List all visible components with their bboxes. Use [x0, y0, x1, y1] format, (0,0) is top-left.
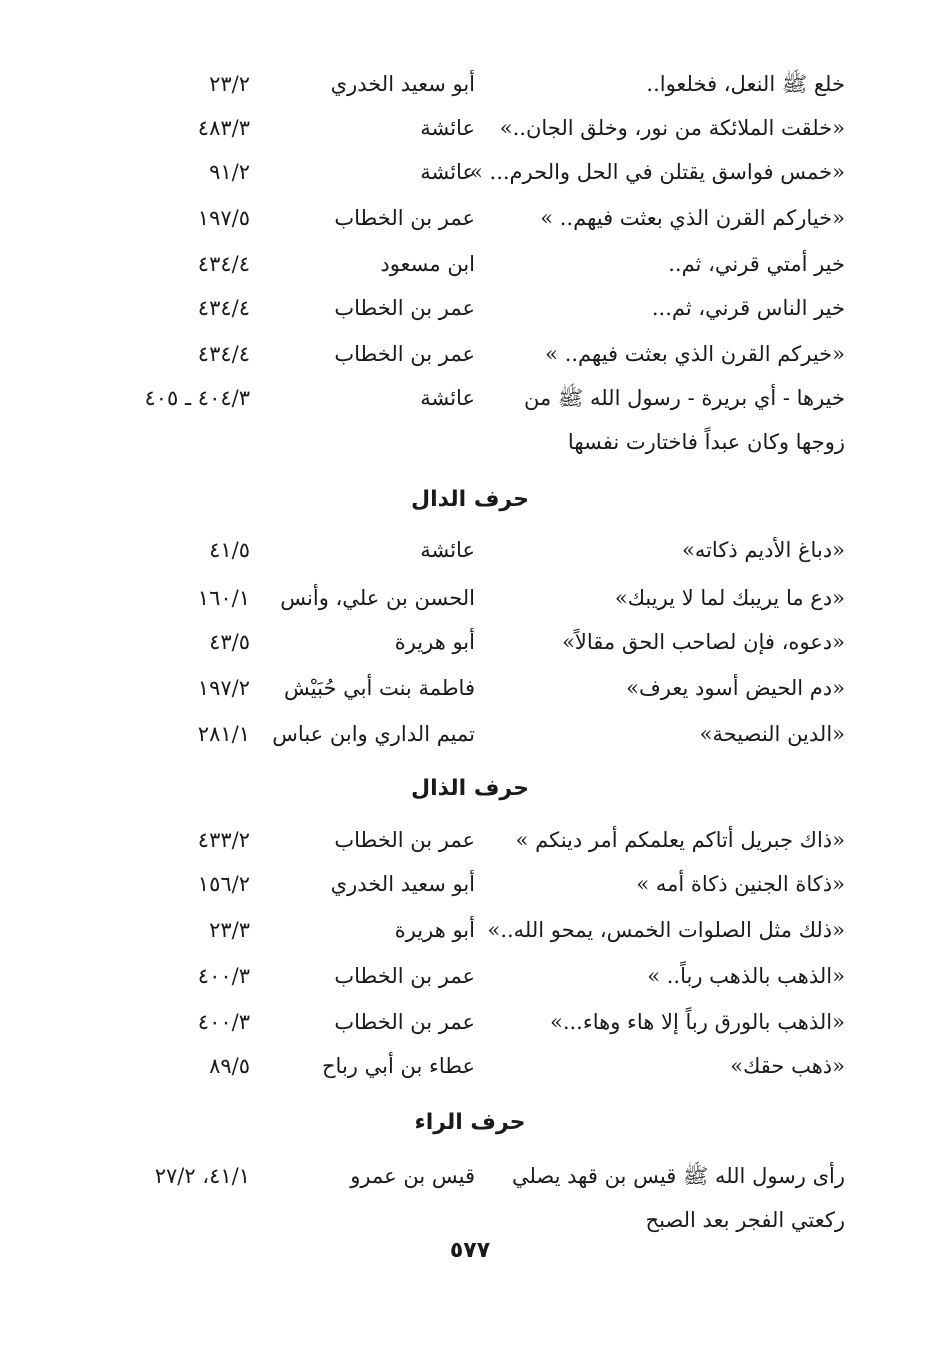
volume-page-ref: ١٩٧/٥ — [197, 206, 250, 230]
hadith-text: خيرها - أي بريرة - رسول الله ﷺ من زوجها وكان عبداً فاختارت نفسها — [524, 386, 845, 454]
volume-page-ref: ٤١/١، ٢٧/٢ — [154, 1164, 250, 1188]
hadith-text: «الذهب بالذهب رباً.. » — [647, 964, 845, 988]
volume-page-ref: ٤٣٤/٤ — [197, 296, 250, 320]
volume-page-ref: ٤٨٣/٣ — [197, 116, 250, 140]
narrator-name: أبو سعيد الخدري — [330, 72, 475, 96]
volume-page-ref: ٨٩/٥ — [209, 1054, 250, 1078]
narrator-name: فاطمة بنت أبي حُبَيْش — [284, 676, 475, 700]
hadith-text: رأى رسول الله ﷺ قيس بن قهد يصلي ركعتي الفجر بعد الصبح — [511, 1164, 845, 1232]
volume-page-ref: ٤٠٠/٣ — [197, 964, 250, 988]
table-row — [100, 908, 845, 952]
narrator-name: أبو هريرة — [394, 918, 475, 942]
volume-page-ref: ٤٣/٥ — [209, 630, 250, 654]
hadith-text: «ذكاة الجنين ذكاة أمه » — [636, 872, 845, 896]
narrator-name: الحسن بن علي، وأنس — [280, 586, 475, 610]
volume-page-ref: ٤٣٤/٤ — [197, 252, 250, 276]
volume-page-ref: ٤٣٣/٢ — [197, 828, 250, 852]
narrator-name: عمر بن الخطاب — [334, 296, 475, 320]
volume-page-ref: ٢٣/٢ — [209, 72, 250, 96]
hadith-text: «ذاك جبريل أتاكم يعلمكم أمر دينكم » — [515, 828, 845, 852]
hadith-text: «خياركم القرن الذي بعثت فيهم.. » — [540, 206, 845, 230]
narrator-name: أبو هريرة — [394, 630, 475, 654]
narrator-name: عائشة — [420, 160, 475, 184]
volume-page-ref: ٤٠٠/٣ — [197, 1010, 250, 1034]
page-number: ٥٧٧ — [449, 1238, 491, 1263]
narrator-name: عمر بن الخطاب — [334, 828, 475, 852]
table-row — [100, 576, 845, 620]
table-row — [100, 1154, 845, 1242]
hadith-text: «خيركم القرن الذي بعثت فيهم.. » — [545, 342, 845, 366]
narrator-name: أبو سعيد الخدري — [330, 872, 475, 896]
hadith-text: «ذهب حقك» — [730, 1054, 845, 1078]
volume-page-ref: ١٩٧/٢ — [197, 676, 250, 700]
hadith-text: خير أمتي قرني، ثم.. — [668, 252, 845, 276]
hadith-text: «ذلك مثل الصلوات الخمس، يمحو الله..» — [487, 918, 845, 942]
section-heading-dhal: حرف الذال — [411, 776, 529, 801]
narrator-name: عمر بن الخطاب — [334, 1010, 475, 1034]
table-row — [100, 242, 845, 286]
hadith-text: «دعوه، فإن لصاحب الحق مقالاً» — [562, 630, 845, 654]
table-row — [100, 528, 845, 572]
table-row — [100, 818, 845, 862]
table-row — [100, 106, 845, 150]
hadith-text: «خلقت الملائكة من نور، وخلق الجان..» — [499, 116, 845, 140]
narrator-name: تميم الداري وابن عباس — [272, 722, 475, 746]
table-row — [100, 712, 845, 756]
hadith-text: «خمس فواسق يقتلن في الحل والحرم... » — [470, 160, 845, 184]
hadith-text: خلع ﷺ النعل، فخلعوا.. — [646, 72, 845, 96]
table-row — [100, 620, 845, 664]
table-row — [100, 62, 845, 106]
table-row — [100, 862, 845, 906]
hadith-text: «الذهب بالورق رباً إلا هاء وهاء...» — [549, 1010, 845, 1034]
table-row — [100, 666, 845, 710]
volume-page-ref: ١٦٠/١ — [197, 586, 250, 610]
volume-page-ref: ٢٣/٣ — [209, 918, 250, 942]
hadith-text: «الدين النصيحة» — [699, 722, 845, 746]
table-row — [100, 376, 845, 464]
volume-page-ref: ٤١/٥ — [209, 538, 250, 562]
narrator-name: عائشة — [420, 386, 475, 410]
narrator-name: عمر بن الخطاب — [334, 964, 475, 988]
narrator-name: عطاء بن أبي رباح — [321, 1054, 475, 1078]
table-row — [100, 954, 845, 998]
hadith-text: «دع ما يريبك لما لا يريبك» — [614, 586, 845, 610]
table-row — [100, 286, 845, 330]
volume-page-ref: ٤٣٤/٤ — [197, 342, 250, 366]
narrator-name: ابن مسعود — [380, 252, 475, 276]
volume-page-ref: ١٥٦/٢ — [197, 872, 250, 896]
table-row — [100, 196, 845, 240]
narrator-name: عائشة — [420, 538, 475, 562]
narrator-name: عمر بن الخطاب — [334, 342, 475, 366]
narrator-name: عمر بن الخطاب — [334, 206, 475, 230]
table-row — [100, 1000, 845, 1044]
narrator-name: قيس بن عمرو — [350, 1164, 475, 1188]
table-row — [100, 1044, 845, 1088]
hadith-text: «دباغ الأديم ذكاته» — [681, 538, 845, 562]
volume-page-ref: ٢٨١/١ — [197, 722, 250, 746]
hadith-text: خير الناس قرني، ثم... — [651, 296, 845, 320]
table-row — [100, 150, 845, 194]
section-heading-dal: حرف الدال — [411, 487, 529, 512]
hadith-text: «دم الحيض أسود يعرف» — [626, 676, 845, 700]
table-row — [100, 332, 845, 376]
volume-page-ref: ٤٠٤/٣ ـ ٤٠٥ — [144, 386, 250, 410]
section-heading-ra: حرف الراء — [414, 1110, 526, 1135]
volume-page-ref: ٩١/٢ — [209, 160, 250, 184]
narrator-name: عائشة — [420, 116, 475, 140]
